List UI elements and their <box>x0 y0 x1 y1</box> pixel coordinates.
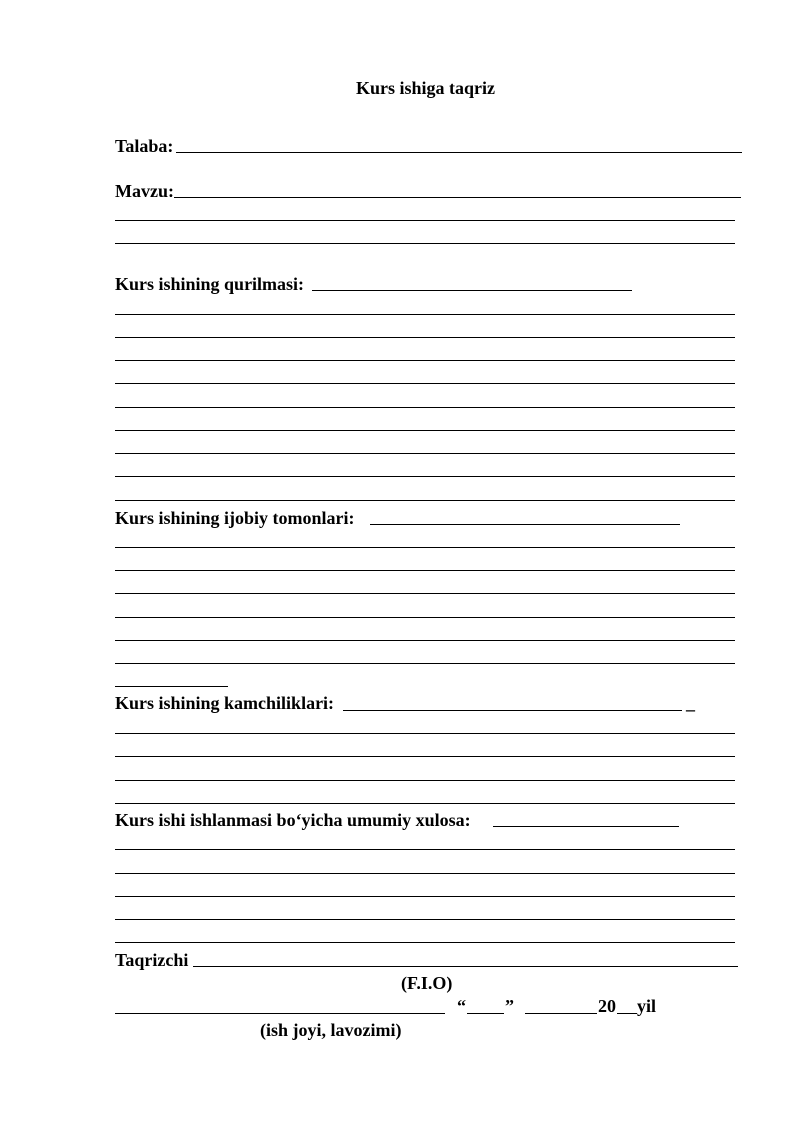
ijobiy-line-3[interactable] <box>115 593 735 594</box>
workplace-caption: (ish joyi, lavozimi) <box>260 1020 402 1040</box>
kamchiliklari-line-2[interactable] <box>115 756 735 757</box>
qurilmasi-line-4[interactable] <box>115 383 735 384</box>
xulosa-input-line[interactable] <box>493 826 679 827</box>
ijobiy-line-2[interactable] <box>115 570 735 571</box>
ijobiy-line-5[interactable] <box>115 640 735 641</box>
qurilmasi-input-line[interactable] <box>312 290 632 291</box>
ijobiy-line-6[interactable] <box>115 663 735 664</box>
kamchiliklari-line-3[interactable] <box>115 780 735 781</box>
mavzu-line-2[interactable] <box>115 220 735 221</box>
xulosa-label: Kurs ishi ishlanmasi bo‘yicha umumiy xulosa: <box>115 810 471 830</box>
year-prefix: 20 <box>598 996 616 1016</box>
kamchiliklari-label: Kurs ishining kamchiliklari: <box>115 693 335 713</box>
ijobiy-label: Kurs ishining ijobiy tomonlari: <box>115 508 355 528</box>
document-title: Kurs ishiga taqriz <box>356 78 496 98</box>
xulosa-line-5[interactable] <box>115 942 735 943</box>
date-open-quote: “ <box>457 996 466 1016</box>
ijobiy-input-line[interactable] <box>370 524 680 525</box>
talaba-input-line[interactable] <box>176 152 742 153</box>
qurilmasi-line-5[interactable] <box>115 407 735 408</box>
ijobiy-line-4[interactable] <box>115 617 735 618</box>
fio-caption: (F.I.O) <box>401 973 453 993</box>
xulosa-line-2[interactable] <box>115 873 735 874</box>
talaba-label: Talaba: <box>115 136 174 156</box>
kamchiliklari-line-4[interactable] <box>115 803 735 804</box>
qurilmasi-line-1[interactable] <box>115 314 735 315</box>
xulosa-line-4[interactable] <box>115 919 735 920</box>
kamchiliklari-line-1[interactable] <box>115 733 735 734</box>
kamchiliklari-tail-mark: _ <box>686 693 695 713</box>
qurilmasi-line-7[interactable] <box>115 453 735 454</box>
year-input-line[interactable] <box>617 1013 637 1014</box>
ijobiy-line-short[interactable] <box>115 686 228 687</box>
mavzu-line-3[interactable] <box>115 243 735 244</box>
ijobiy-line-1[interactable] <box>115 547 735 548</box>
date-close-quote: ” <box>505 996 514 1016</box>
day-input-line[interactable] <box>467 1013 504 1014</box>
month-input-line[interactable] <box>525 1013 597 1014</box>
qurilmasi-line-2[interactable] <box>115 337 735 338</box>
kamchiliklari-input-line[interactable] <box>343 710 682 711</box>
qurilmasi-line-9[interactable] <box>115 500 735 501</box>
xulosa-line-3[interactable] <box>115 896 735 897</box>
qurilmasi-label: Kurs ishining qurilmasi: <box>115 274 305 294</box>
qurilmasi-line-3[interactable] <box>115 360 735 361</box>
qurilmasi-line-6[interactable] <box>115 430 735 431</box>
xulosa-line-1[interactable] <box>115 849 735 850</box>
taqrizchi-label: Taqrizchi <box>115 950 189 970</box>
qurilmasi-line-8[interactable] <box>115 476 735 477</box>
workplace-input-line[interactable] <box>115 1013 445 1014</box>
mavzu-label: Mavzu: <box>115 181 174 201</box>
mavzu-input-line[interactable] <box>174 197 741 198</box>
taqrizchi-input-line[interactable] <box>193 966 738 967</box>
year-suffix: yil <box>637 996 657 1016</box>
